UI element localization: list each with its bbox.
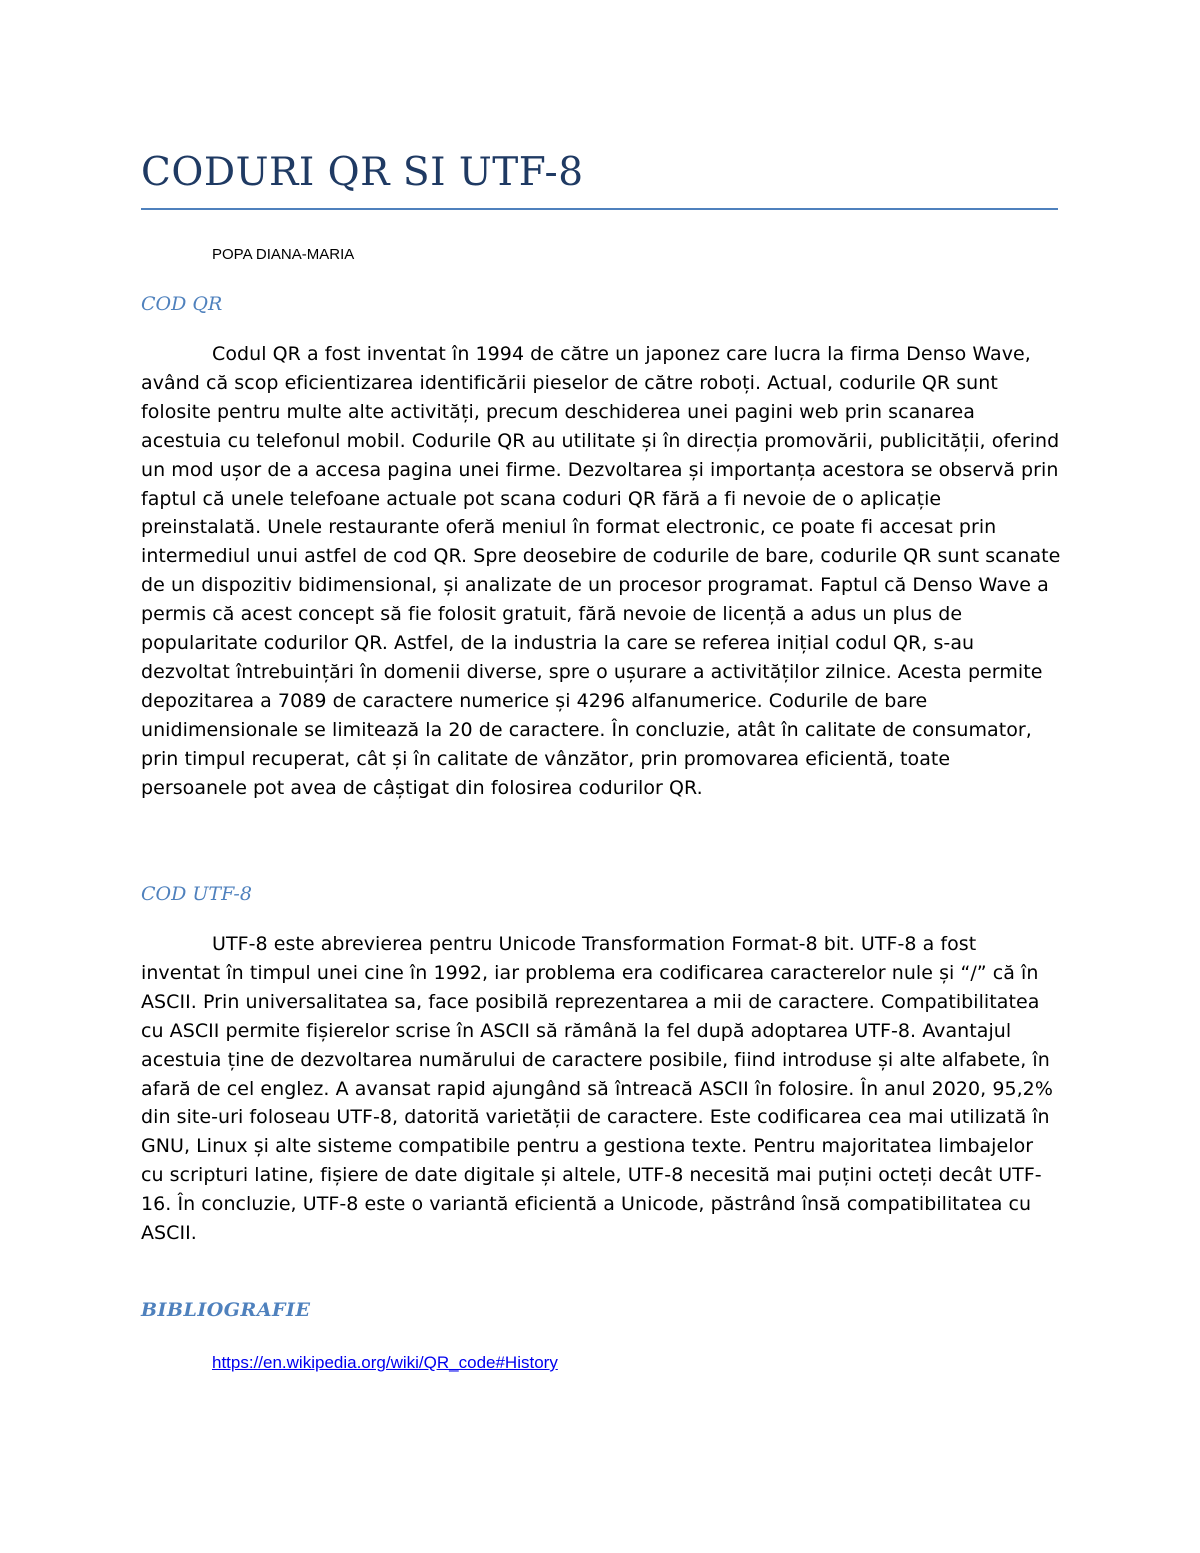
title-underline-divider <box>141 208 1058 210</box>
section-heading-cod-qr: COD QR <box>141 293 223 315</box>
section-body-cod-utf8: UTF-8 este abrevierea pentru Unicode Transformation Format-8 bit. UTF-8 a fost inventat în timpul unei cine în 1992, iar problema era codificarea caracterelor nule și “/” că în ASCII. Prin universalitatea sa, face posibilă reprezentarea a mii de caractere. Compatibilitatea cu ASCII permite fișierelor scrise în ASCII să rămână la fel după adoptarea UTF-8. Avantajul acestuia ține de dezvoltarea numărului de caractere posibile, fiind introduse și alte alfabete, în afară de cel englez. A avansat rapid ajungând să întreacă ASCII în folosire. În anul 2020, 95,2% din site-uri foloseau UTF-8, datorită varietății de caractere. Este codificarea cea mai utilizată în GNU, Linux și alte sisteme compatibile pentru a gestiona texte. Pentru majoritatea limbajelor cu scripturi latine, fișiere de date digitale și altele, UTF-8 necesită mai puțini octeți decât UTF-16. În concluzie, UTF-8 este o variantă eficientă a Unicode, păstrând însă compatibilitatea cu ASCII. <box>141 933 1053 1245</box>
section-body-cod-qr: Codul QR a fost inventat în 1994 de către un japonez care lucra la firma Denso Wave, având că scop eficientizarea identificării pieselor de către roboți. Actual, codurile QR sunt folosite pentru multe alte activități, precum deschiderea unei pagini web prin scanarea acestuia cu telefonul mobil. Codurile QR au utilitate și în direcția promovării, publicității, oferind un mod ușor de a accesa pagina unei firme. Dezvoltarea și importanța acestora se observă prin faptul că unele telefoane actuale pot scana coduri QR fără a fi nevoie de o aplicație preinstalată. Unele restaurante oferă meniul în format electronic, ce poate fi accesat prin intermediul unui astfel de cod QR. Spre deosebire de codurile de bare, codurile QR sunt scanate de un dispozitiv bidimensional, și analizate de un procesor programat. Faptul că Denso Wave a permis că acest concept să fie folosit gratuit, fără nevoie de licență a adus un plus de popularitate codurilor QR. Astfel, de la industria la care se referea inițial codul QR, s-au dezvoltat întrebuințări în domenii diverse, spre o ușurare a activităților zilnice. Acesta permite depozitarea a 7089 de caractere numerice și 4296 alfanumerice. Codurile de bare unidimensionale se limitează la 20 de caractere. În concluzie, atât în calitate de consumator, prin timpul recuperat, cât și în calitate de vânzător, prin promovarea eficientă, toate persoanele pot avea de câștigat din folosirea codurilor QR. <box>141 343 1061 799</box>
document-title: CODURI QR SI UTF-8 <box>141 150 584 195</box>
section-heading-cod-utf8: COD UTF-8 <box>141 883 252 905</box>
bibliography-link[interactable]: https://en.wikipedia.org/wiki/QR_code#History <box>212 1353 558 1372</box>
author-name: POPA DIANA-MARIA <box>212 246 355 263</box>
section-heading-bibliografie: BIBLIOGRAFIE <box>141 1299 311 1321</box>
